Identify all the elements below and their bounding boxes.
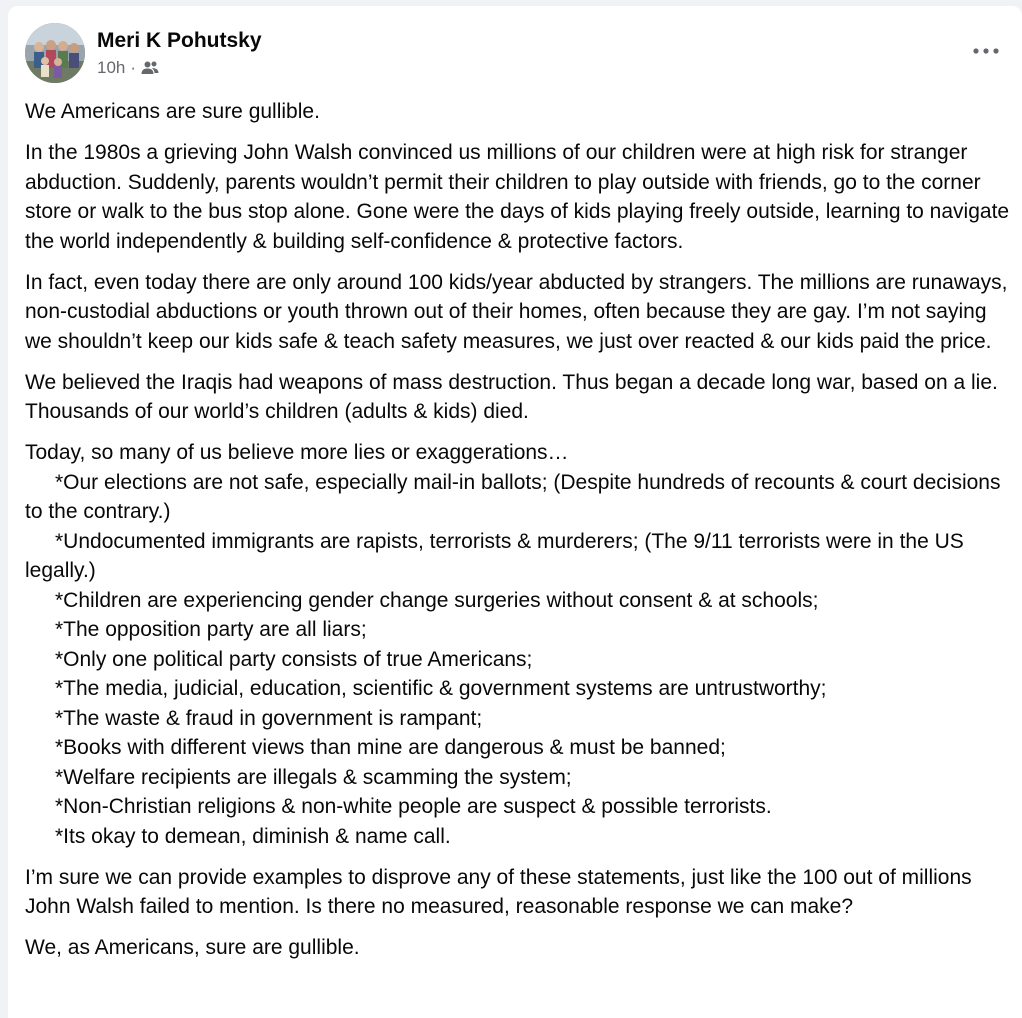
list-item: *Its okay to demean, diminish & name call.	[55, 824, 451, 848]
separator-dot: ·	[130, 57, 137, 77]
avatar-photo-icon	[25, 23, 85, 83]
list-item: *The media, judicial, education, scientific & government systems are untrustworthy;	[55, 677, 827, 700]
post-paragraph: In fact, even today there are only around 100 kids/year abducted by strangers. The millions are runaways, non-custodial abductions or youth thrown out of their homes, often because they are gay. I’m not saying we shouldn’t keep our kids safe & teach safety measures, we just over reacted & our kids paid the price.	[25, 270, 1014, 353]
list-item: *Only one political party consists of true Americans;	[55, 647, 533, 671]
post-paragraph: In the 1980s a grieving John Walsh convinced us millions of our children were at high risk for stranger abduction. Suddenly, parents wouldn’t permit their children to play outside with friends, go to the corner store or walk to the bus stop alone. Gone were the days of kids playing freely outside, learning to navigate the world independently & building self-confidence & protective factors.	[25, 141, 1015, 253]
list-item: *Welfare recipients are illegals & scamming the system;	[55, 765, 572, 789]
post-body	[25, 97, 1015, 974]
friends-icon[interactable]	[141, 60, 159, 76]
post-paragraph: We believed the Iraqis had weapons of mass destruction. Thus began a decade long war, based on a lie. Thousands of our world’s children (adults & kids) died.	[25, 370, 1004, 423]
post-paragraph: We, as Americans, sure are gullible.	[25, 936, 360, 959]
more-options-button[interactable]	[966, 36, 1006, 66]
claims-list	[25, 438, 1010, 851]
list-item: *Children are experiencing gender change surgeries without consent & at schools;	[55, 588, 819, 612]
avatar[interactable]	[25, 23, 85, 83]
author-name[interactable]: Meri K Pohutsky	[97, 28, 262, 52]
post-timestamp[interactable]: 10h	[97, 57, 126, 77]
post-meta	[97, 28, 262, 79]
post-paragraph: We Americans are sure gullible.	[25, 100, 320, 123]
list-item: *The opposition party are all liars;	[55, 618, 367, 641]
list-item: *Our elections are not safe, especially mail-in ballots; (Despite hundreds of recounts & court decisions to the contrary.)	[25, 470, 1001, 523]
more-horizontal-icon	[973, 48, 999, 54]
list-item: *Non-Christian religions & non-white people are suspect & possible terrorists.	[55, 795, 772, 818]
list-item: *Undocumented immigrants are rapists, terrorists & murderers; (The 9/11 terrorists were in the US legally.)	[25, 529, 964, 582]
list-item: *Books with different views than mine are dangerous & must be banned;	[55, 736, 726, 759]
post-paragraph: I’m sure we can provide examples to disprove any of these statements, just like the 100 out of millions John Walsh failed to mention. Is there no measured, reasonable response we can make?	[25, 865, 984, 918]
post-header	[25, 23, 262, 83]
post-subline	[97, 57, 262, 79]
list-item: *The waste & fraud in government is rampant;	[55, 706, 483, 730]
list-intro: Today, so many of us believe more lies or exaggerations…	[25, 441, 569, 464]
post-card	[8, 6, 1022, 1018]
